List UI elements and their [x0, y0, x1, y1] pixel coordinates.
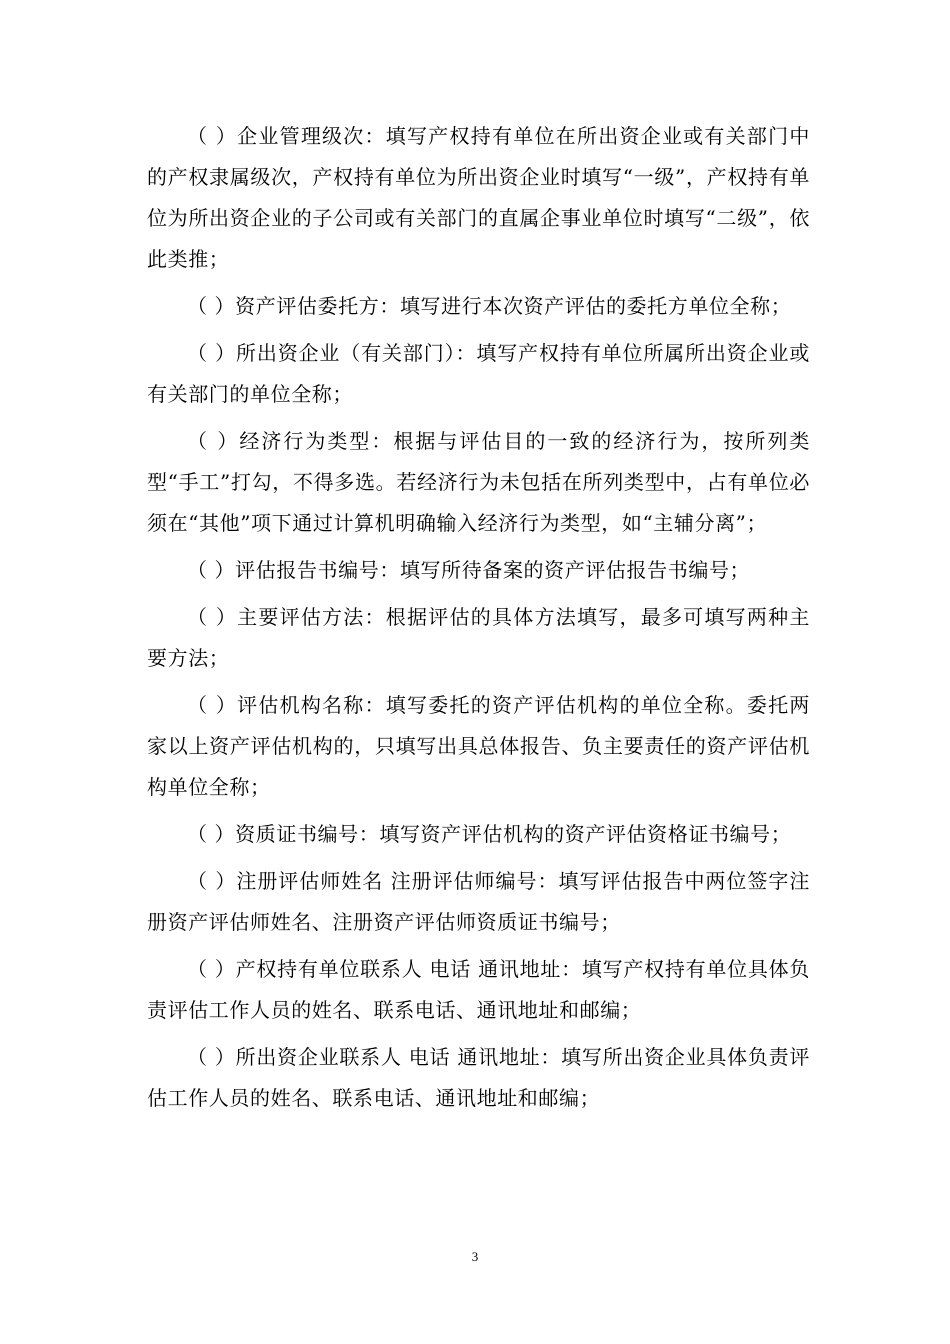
- paragraph-report-number: （ ）评估报告书编号：填写所待备案的资产评估报告书编号；: [187, 558, 751, 582]
- paragraph-holder-contact: （ ）产权持有单位联系人 电话 通讯地址：填写产权持有单位具体负责评估工作人员的姓名、联系电话、通讯地址和邮编；: [147, 957, 810, 1022]
- paragraph-registered-appraiser: （ ）注册评估师姓名 注册评估师编号：填写评估报告中两位签字注册资产评估师姓名、注册资产评估师资质证书编号；: [147, 869, 810, 934]
- page-number: 3: [471, 1249, 479, 1264]
- paragraph-invested-enterprise: （ ）所出资企业（有关部门）：填写产权持有单位所属所出资企业或有关部门的单位全称；: [147, 341, 810, 406]
- body-text: [147, 116, 810, 1125]
- paragraph-management-level: （ ）企业管理级次：填写产权持有单位在所出资企业或有关部门中的产权隶属级次，产权持有单位为所出资企业时填写“一级”，产权持有单位为所出资企业的子公司或有关部门的直属企事业单位时填写“二级”，依此类推；: [147, 124, 810, 271]
- paragraph-agency-name: （ ）评估机构名称：填写委托的资产评估机构的单位全称。委托两家以上资产评估机构的，只填写出具总体报告、负主要责任的资产评估机构单位全称；: [147, 693, 810, 799]
- paragraph-economic-behavior-type: （ ）经济行为类型：根据与评估目的一致的经济行为，按所列类型“手工”打勾，不得多选。若经济行为未包括在所列类型中，占有单位必须在“其他”项下通过计算机明确输入经济行为类型，如“主辅分离”；: [147, 429, 810, 535]
- paragraph-enterprise-contact: （ ）所出资企业联系人 电话 通讯地址：填写所出资企业具体负责评估工作人员的姓名、联系电话、通讯地址和邮编；: [147, 1045, 810, 1110]
- paragraph-entrusting-party: （ ）资产评估委托方：填写进行本次资产评估的委托方单位全称；: [187, 294, 792, 318]
- paragraph-evaluation-method: （ ）主要评估方法：根据评估的具体方法填写，最多可填写两种主要方法；: [147, 605, 810, 670]
- paragraph-certificate-number: （ ）资质证书编号：填写资产评估机构的资产评估资格证书编号；: [187, 822, 792, 846]
